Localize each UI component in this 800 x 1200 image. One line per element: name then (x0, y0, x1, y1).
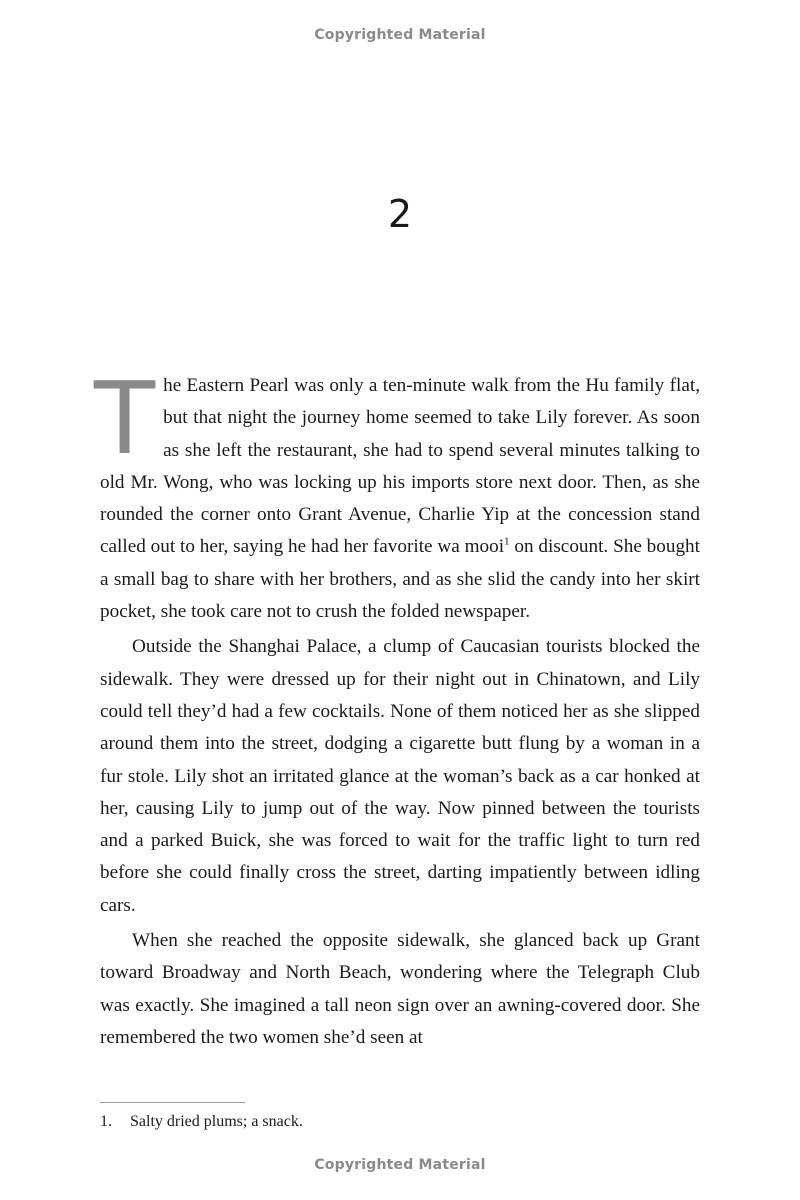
footnote-divider (100, 1102, 245, 1103)
footnote-reference: 1 (504, 536, 510, 549)
paragraph-1 (94, 360, 700, 628)
footnote-text: Salty dried plums; a snack. (130, 1113, 303, 1130)
footnote (100, 1111, 700, 1133)
copyright-watermark-bottom: Copyrighted Material (314, 1157, 486, 1173)
body-text (94, 360, 700, 1057)
chapter-number: 2 (387, 192, 413, 236)
paragraph-1-text-a: he Eastern Pearl was only a ten-minute walk from the Hu family flat, but that night the journey home seemed to take Lily forever. As soon as she left the restaurant, she had to spend several minutes talking to old Mr. Wong, who was locking up his imports store next door. Then, as she rounded the corner onto Grant Avenue, Charlie Yip at the concession stand called out to her, saying he had her favorite wa mooi (100, 375, 700, 558)
footnote-number: 1. (100, 1113, 112, 1130)
drop-cap: T (94, 360, 156, 477)
paragraph-2: Outside the Shanghai Palace, a clump of Caucasian tourists blocked the sidewalk. They were dressed up for their night out in Chinatown, and Lily could tell they’d had a few cocktails. None of them noticed her as she slipped around them into the street, dodging a cigarette butt flung by a woman in a fur stole. Lily shot an irritated glance at the woman’s back as a car honked at her, causing Lily to jump out of the way. Now pinned between the tourists and a parked Buick, she was forced to wait for the traffic light to turn red before she could finally cross the street, darting impatiently between idling cars. (100, 636, 700, 916)
paragraph-3: When she reached the opposite sidewalk, she glanced back up Grant toward Broadway and North Beach, wondering where the Telegraph Club was exactly. She imagined a tall neon sign over an awning-covered door. She remembered the two women she’d seen at (100, 930, 700, 1048)
copyright-watermark-top: Copyrighted Material (314, 27, 486, 43)
paragraph-1-text-b: on discount. She bought a small bag to share with her brothers, and as she slid the candy into her skirt pocket, she took care not to crush the folded newspaper. (100, 536, 700, 623)
